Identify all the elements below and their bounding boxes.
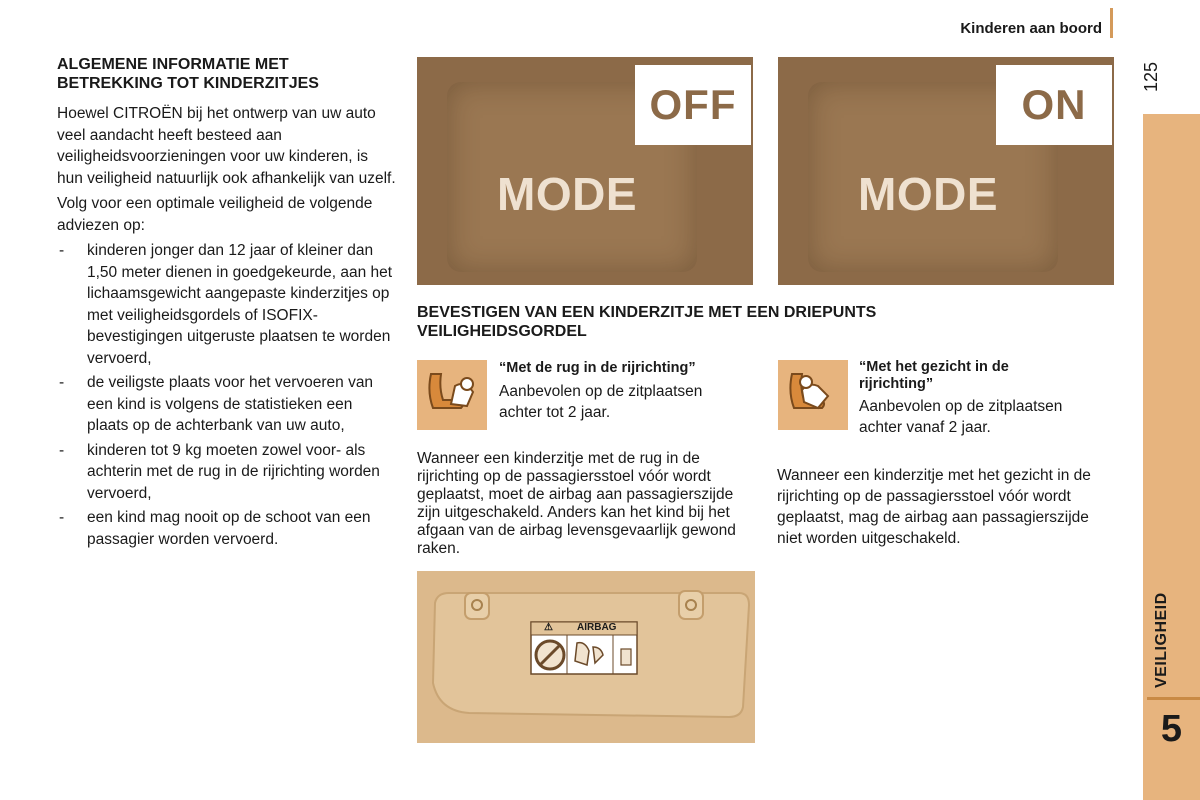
intro-paragraph: Hoewel CITROËN bij het ontwerp van uw auto veel aandacht heeft besteed aan veiligheidsvoorzieningen voor uw kinderen, is hun veiligheid natuurlijk ook afhankelijk van uzelf. — [57, 105, 396, 187]
heading-line: ALGEMENE INFORMATIE MET — [57, 56, 289, 73]
on-label: ON — [1021, 81, 1087, 128]
mode-label: MODE — [858, 168, 998, 220]
airbag-warning-icon: ⚠ — [544, 622, 553, 633]
section-heading-general — [57, 55, 397, 93]
off-label-box — [635, 65, 751, 145]
rear-facing-title: “Met de rug in de rijrichting” — [499, 360, 696, 376]
list-item: - kinderen tot 9 kg moeten zowel voor- als achterin met de rug in de rijrichting worden vervoerd, — [57, 440, 397, 505]
chapter-number: 5 — [1160, 708, 1183, 750]
forward-facing-text: Aanbevolen op de zitplaatsen achter vanaf 2 jaar. — [859, 398, 1063, 436]
heading-line: VEILIGHEIDSGORDEL — [417, 323, 587, 340]
chapter-label: VEILIGHEID — [1153, 592, 1170, 688]
heading-line: BETREKKING TOT KINDERZITJES — [57, 75, 319, 92]
chapter-tab — [1143, 114, 1200, 800]
page-number: 125 — [1141, 61, 1161, 92]
rear-facing-seat-icon — [417, 360, 487, 430]
forward-facing-title: “Met het gezicht in de rijrichting” — [859, 359, 1009, 392]
list-item: - de veiligste plaats voor het vervoeren van een kind is volgens de statistieken een plaats op de achterbank van uw auto, — [57, 372, 397, 437]
sun-visor-image — [417, 571, 755, 743]
running-header: Kinderen aan boord — [960, 20, 1102, 37]
airbag-on-image — [778, 57, 1114, 285]
airbag-off-image — [417, 57, 753, 285]
header-rule — [1110, 8, 1113, 38]
list-item: - kinderen jonger dan 12 jaar of kleiner dan 1,50 meter dienen in goedgekeurde, aan het lichaamsgewicht aangepaste kinderzitjes op met veiligheidsgordels of ISOFIX-bevestigingen uitgeruste plaatsen te worden vervoerd, — [57, 240, 397, 369]
forward-facing-body: Wanneer een kinderzitje met het gezicht in de rijrichting op de passagiersstoel vóór wordt geplaatst, mag de airbag aan passagierszijde niet worden uitgeschakeld. — [777, 467, 1091, 547]
rear-facing-text: Aanbevolen op de zitplaatsen achter tot 2 jaar. — [499, 383, 703, 421]
list-item: - een kind mag nooit op de schoot van een passagier worden vervoerd. — [57, 507, 397, 550]
advice-intro: Volg voor een optimale veiligheid de volgende adviezen op: — [57, 195, 373, 234]
chapter-rule — [1147, 697, 1200, 700]
advice-list — [57, 240, 397, 550]
rear-facing-body: Wanneer een kinderzitje met de rug in de rijrichting op de passagiersstoel vóór wordt geplaatst, moet de airbag aan passagierszijde zijn uitgeschakeld. Anders kan het kind bij het afgaan van de airbag levensgevaarlijk gewond raken. — [417, 450, 736, 557]
airbag-label-title: AIRBAG — [577, 622, 617, 633]
forward-facing-seat-icon — [778, 360, 848, 430]
left-column — [57, 55, 397, 553]
section-heading-fitting — [417, 303, 1137, 341]
heading-line: BEVESTIGEN VAN EEN KINDERZITJE MET EEN DRIEPUNTS — [417, 304, 877, 321]
mode-label: MODE — [497, 168, 637, 220]
off-label: OFF — [649, 81, 737, 128]
on-label-box — [996, 65, 1112, 145]
